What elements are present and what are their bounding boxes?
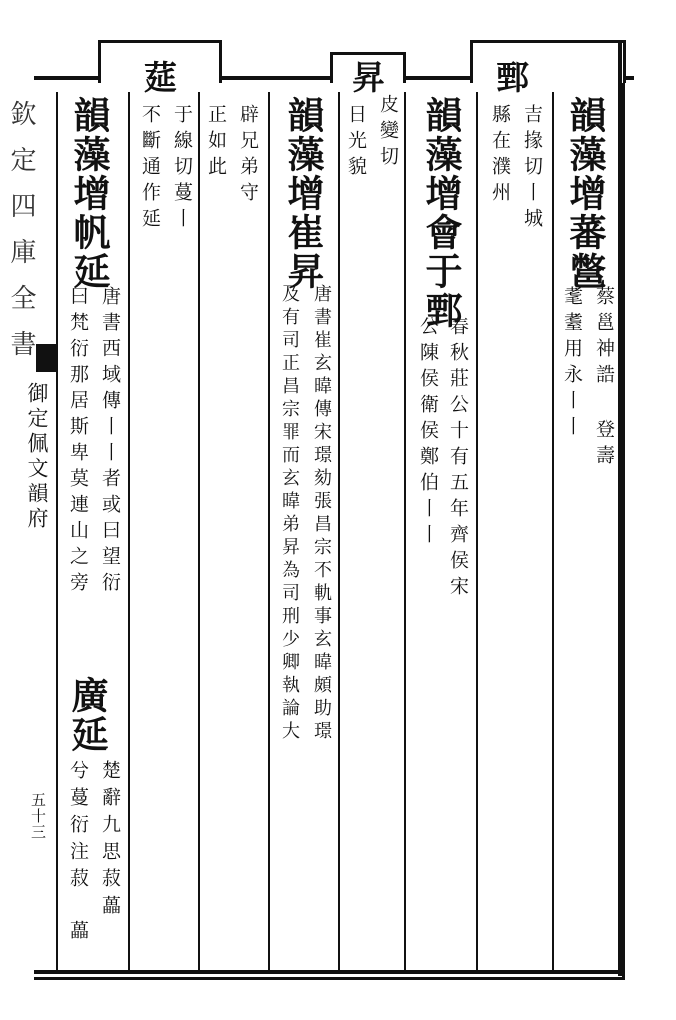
definition: 不斷通作延 xyxy=(139,104,161,234)
column-rule xyxy=(404,92,406,972)
character-heading: 鄄 xyxy=(491,60,530,97)
column-rule xyxy=(198,92,200,972)
margin-page-number: 五十三 xyxy=(29,792,47,840)
fish-tail-mark xyxy=(36,344,56,372)
entry-heading: 廣延 xyxy=(65,676,109,754)
right-edge xyxy=(618,40,622,976)
column-rule xyxy=(56,92,58,972)
character-heading: 昇 xyxy=(347,60,386,97)
pronunciation: 吉掾切丨城 xyxy=(521,104,543,234)
entry-citation: 蔡邕神誥 登壽 xyxy=(593,286,615,471)
margin-book-title: 御定佩文韻府 xyxy=(25,382,49,532)
entry-citation: 春秋莊公十有五年齊侯宋 xyxy=(447,316,469,602)
definition: 日光貌 xyxy=(345,104,367,182)
column-rule xyxy=(338,92,340,972)
citation-continued: 正如此 xyxy=(205,104,227,182)
character-heading: 莚 xyxy=(139,60,178,97)
entry-heading: 韻藻增蕃鄨 xyxy=(563,96,607,291)
entry-heading: 韻藻增帆延 xyxy=(67,96,111,291)
pronunciation: 于線切蔓丨 xyxy=(171,104,193,234)
entry-citation: 兮蔓衍注菽 xyxy=(67,760,89,895)
entry-heading: 韻藻增崔昇 xyxy=(281,96,325,291)
pronunciation: 皮變切 xyxy=(377,94,399,172)
column-rule xyxy=(552,92,554,972)
entry-citation: 唐書西域傳丨丨者或曰望衍 xyxy=(99,286,121,598)
entry-citation: 曰梵衍那居斯卑莫連山之旁 xyxy=(67,286,89,598)
entry-heading: 韻藻增會于鄄 xyxy=(419,96,463,330)
column-rule xyxy=(128,92,130,972)
column-rule xyxy=(476,92,478,972)
entry-citation: 公陳侯衛侯鄭伯丨丨 xyxy=(417,316,439,550)
entry-citation: 唐書崔玄暐傳宋璟劾張昌宗不軌事玄暐頗助璟 xyxy=(311,284,332,744)
bottom-rule xyxy=(34,970,622,974)
entry-citation: 耄耋用永丨丨 xyxy=(561,286,583,442)
margin-header-label: 欽定四庫全書 xyxy=(6,100,36,376)
citation-continued: 辟兄弟守 xyxy=(237,104,259,208)
entry-citation-tail: 藟 xyxy=(67,920,89,946)
entry-citation: 及有司正昌宗罪而玄暐弟昇為司刑少卿執論大 xyxy=(279,284,300,744)
entry-citation: 楚辭九思菽藟 xyxy=(99,760,121,922)
definition: 縣在濮州 xyxy=(489,104,511,208)
column-rule xyxy=(268,92,270,972)
